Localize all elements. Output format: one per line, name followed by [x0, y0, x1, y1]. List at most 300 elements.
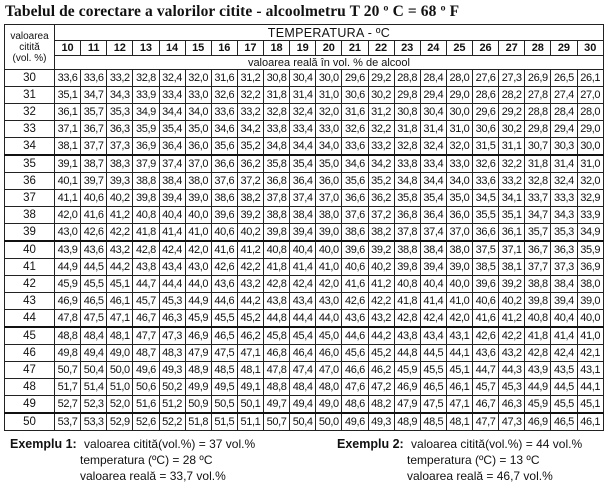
real-value-cell: 46,1	[107, 293, 133, 310]
real-value-cell: 47,9	[185, 345, 211, 362]
real-value-cell: 31,5	[473, 138, 499, 156]
real-value-cell: 47,8	[264, 362, 290, 379]
real-value-cell: 44,0	[185, 276, 211, 293]
real-value-cell: 46,9	[394, 379, 420, 396]
real-value-cell: 34,7	[525, 207, 551, 224]
real-value-cell: 30,2	[368, 87, 394, 104]
real-value-cell: 32,4	[159, 70, 185, 87]
real-value-cell: 32,0	[316, 104, 342, 121]
real-value-cell: 38,7	[81, 155, 107, 173]
read-value-cell: 42	[5, 276, 55, 293]
real-value-cell: 41,8	[394, 293, 420, 310]
real-value-cell: 41,0	[577, 327, 603, 345]
real-value-cell: 30,0	[316, 70, 342, 87]
real-value-cell: 41,4	[420, 293, 446, 310]
real-value-cell: 51,8	[185, 413, 211, 431]
real-value-cell: 28,0	[577, 104, 603, 121]
real-value-cell: 28,2	[499, 87, 525, 104]
temperature-column-header: 24	[420, 41, 446, 56]
real-value-cell: 37,1	[55, 121, 81, 138]
real-value-cell: 41,2	[368, 276, 394, 293]
real-value-cell: 32,4	[551, 173, 577, 190]
read-value-cell: 40	[5, 241, 55, 259]
real-value-cell: 26,1	[577, 70, 603, 87]
real-value-cell: 34,3	[107, 87, 133, 104]
real-value-cell: 35,7	[81, 104, 107, 121]
real-value-cell: 46,2	[237, 327, 263, 345]
real-value-cell: 30,8	[394, 104, 420, 121]
real-value-cell: 35,5	[473, 207, 499, 224]
real-value-cell: 29,0	[446, 87, 472, 104]
real-value-cell: 33,2	[107, 70, 133, 87]
real-value-cell: 36,0	[185, 138, 211, 156]
real-value-cell: 43,8	[133, 259, 159, 276]
real-value-cell: 46,9	[525, 413, 551, 431]
real-value-cell: 45,9	[185, 310, 211, 328]
real-value-cell: 45,8	[264, 327, 290, 345]
real-value-cell: 36,3	[107, 121, 133, 138]
real-value-cell: 33,0	[316, 121, 342, 138]
real-value-cell: 34,6	[211, 121, 237, 138]
real-value-cell: 36,4	[290, 173, 316, 190]
real-value-cell: 32,2	[237, 87, 263, 104]
real-value-cell: 46,9	[185, 327, 211, 345]
real-value-cell: 44,2	[107, 259, 133, 276]
real-value-cell: 46,1	[577, 413, 603, 431]
real-value-cell: 41,0	[446, 293, 472, 310]
real-value-cell: 40,6	[473, 293, 499, 310]
real-value-cell: 42,0	[55, 207, 81, 224]
real-value-cell: 47,5	[211, 345, 237, 362]
real-value-cell: 44,3	[499, 362, 525, 379]
real-value-cell: 38,0	[446, 241, 472, 259]
real-value-cell: 32,9	[577, 190, 603, 207]
real-value-cell: 36,2	[368, 190, 394, 207]
real-value-cell: 33,8	[264, 121, 290, 138]
temperature-column-header: 30	[577, 41, 603, 56]
real-value-cell: 39,1	[55, 155, 81, 173]
real-value-cell: 45,9	[55, 276, 81, 293]
real-value-cell: 45,1	[446, 362, 472, 379]
real-value-cell: 40,2	[107, 190, 133, 207]
real-value-cell: 43,4	[290, 293, 316, 310]
real-value-cell: 37,0	[185, 155, 211, 173]
real-value-cell: 41,0	[185, 224, 211, 242]
real-value-cell: 48,1	[107, 327, 133, 345]
real-value-cell: 31,4	[551, 155, 577, 173]
read-value-cell: 48	[5, 379, 55, 396]
real-value-cell: 31,6	[211, 70, 237, 87]
real-value-cell: 47,5	[420, 396, 446, 414]
real-value-cell: 31,2	[237, 70, 263, 87]
real-value-cell: 39,8	[394, 259, 420, 276]
real-value-cell: 41,8	[264, 259, 290, 276]
real-value-cell: 35,9	[133, 121, 159, 138]
real-value-cell: 42,6	[211, 259, 237, 276]
real-value-cell: 45,4	[290, 327, 316, 345]
table-row	[5, 190, 604, 207]
read-value-cell: 46	[5, 345, 55, 362]
real-value-cell: 52,7	[55, 396, 81, 414]
real-value-cell: 35,2	[237, 138, 263, 156]
real-value-cell: 41,6	[473, 310, 499, 328]
example-1-temperature: temperatura (ºC) = 28 ºC	[80, 453, 213, 467]
real-value-cell: 37,9	[133, 155, 159, 173]
real-value-cell: 26,5	[551, 70, 577, 87]
real-value-cell: 43,0	[316, 293, 342, 310]
real-value-cell: 30,7	[525, 138, 551, 156]
real-value-cell: 31,8	[394, 121, 420, 138]
real-value-cell: 43,6	[342, 310, 368, 328]
real-value-cell: 32,0	[185, 70, 211, 87]
real-value-cell: 48,4	[290, 379, 316, 396]
real-value-cell: 49,6	[133, 362, 159, 379]
real-value-cell: 48,1	[446, 413, 472, 431]
real-value-cell: 38,4	[290, 207, 316, 224]
table-row	[5, 310, 604, 328]
real-value-cell: 30,2	[499, 121, 525, 138]
real-value-cell: 47,3	[499, 413, 525, 431]
table-row	[5, 327, 604, 345]
real-value-cell: 45,0	[316, 327, 342, 345]
real-value-cell: 42,6	[473, 327, 499, 345]
real-value-cell: 49,1	[237, 379, 263, 396]
real-value-cell: 35,6	[342, 173, 368, 190]
table-row	[5, 413, 604, 431]
real-value-cell: 36,0	[316, 173, 342, 190]
real-value-cell: 32,6	[342, 121, 368, 138]
real-value-cell: 47,7	[133, 327, 159, 345]
real-value-cell: 49,7	[264, 396, 290, 414]
read-value-cell: 33	[5, 121, 55, 138]
real-value-cell: 35,4	[420, 190, 446, 207]
real-value-cell: 45,1	[577, 396, 603, 414]
real-value-cell: 45,3	[159, 293, 185, 310]
real-value-cell: 41,8	[133, 224, 159, 242]
real-value-cell: 31,0	[316, 87, 342, 104]
real-value-cell: 36,7	[525, 241, 551, 259]
real-value-cell: 33,2	[237, 104, 263, 121]
real-value-cell: 35,0	[316, 155, 342, 173]
real-value-cell: 43,2	[107, 241, 133, 259]
real-value-cell: 44,9	[55, 259, 81, 276]
real-value-cell: 34,6	[342, 155, 368, 173]
real-value-cell: 34,1	[499, 190, 525, 207]
real-value-cell: 34,0	[316, 138, 342, 156]
real-value-cell: 35,4	[159, 121, 185, 138]
real-value-cell: 37,0	[316, 190, 342, 207]
real-value-cell: 38,3	[107, 155, 133, 173]
real-value-cell: 37,4	[159, 155, 185, 173]
real-value-cell: 27,8	[525, 87, 551, 104]
real-value-cell: 29,8	[394, 87, 420, 104]
real-value-cell: 47,1	[446, 396, 472, 414]
real-value-cell: 48,1	[237, 362, 263, 379]
real-value-cell: 33,2	[368, 138, 394, 156]
real-value-cell: 51,4	[81, 379, 107, 396]
real-value-cell: 34,0	[446, 173, 472, 190]
real-value-cell: 36,4	[420, 207, 446, 224]
real-value-cell: 45,5	[420, 362, 446, 379]
temperature-column-header: 21	[342, 41, 368, 56]
temperature-column-header: 29	[551, 41, 577, 56]
real-value-cell: 40,2	[499, 293, 525, 310]
real-value-cell: 41,6	[342, 276, 368, 293]
real-value-cell: 48,9	[185, 362, 211, 379]
real-value-cell: 36,1	[55, 104, 81, 121]
real-value-cell: 38,0	[316, 207, 342, 224]
table-row	[5, 155, 604, 173]
real-value-cell: 43,0	[185, 259, 211, 276]
real-value-cell: 33,3	[551, 190, 577, 207]
real-value-cell: 35,3	[551, 224, 577, 242]
real-value-cell: 41,2	[237, 241, 263, 259]
real-value-cell: 37,5	[473, 241, 499, 259]
real-value-cell: 45,2	[237, 310, 263, 328]
real-value-cell: 45,6	[342, 345, 368, 362]
real-value-cell: 26,9	[525, 70, 551, 87]
real-value-cell: 46,7	[133, 310, 159, 328]
real-value-cell: 39,4	[551, 293, 577, 310]
real-value-cell: 32,8	[394, 138, 420, 156]
real-value-cell: 49,8	[55, 345, 81, 362]
real-value-cell: 32,8	[525, 173, 551, 190]
real-value-cell: 50,0	[316, 413, 342, 431]
table-row	[5, 379, 604, 396]
real-value-cell: 43,4	[420, 327, 446, 345]
real-value-cell: 37,3	[551, 259, 577, 276]
real-value-cell: 36,9	[577, 259, 603, 276]
temperature-column-header: 16	[211, 41, 237, 56]
real-value-cell: 51,2	[159, 396, 185, 414]
real-value-cell: 30,6	[342, 87, 368, 104]
real-value-cell: 43,2	[368, 310, 394, 328]
real-value-cell: 33,6	[473, 173, 499, 190]
real-value-cell: 48,5	[420, 413, 446, 431]
real-value-cell: 35,2	[368, 173, 394, 190]
real-value-cell: 45,3	[499, 379, 525, 396]
real-value-cell: 32,8	[264, 104, 290, 121]
read-value-cell: 43	[5, 293, 55, 310]
real-value-cell: 50,4	[290, 413, 316, 431]
real-value-cell: 37,7	[525, 259, 551, 276]
real-value-cell: 29,6	[473, 104, 499, 121]
real-value-cell: 51,6	[133, 396, 159, 414]
real-value-cell: 33,4	[420, 155, 446, 173]
real-value-cell: 36,3	[551, 241, 577, 259]
example-1	[10, 436, 255, 484]
real-value-cell: 42,8	[525, 345, 551, 362]
real-value-cell: 39,6	[211, 207, 237, 224]
real-value-cell: 31,8	[525, 155, 551, 173]
real-value-cell: 32,0	[446, 138, 472, 156]
real-value-cell: 42,0	[185, 241, 211, 259]
real-value-cell: 34,3	[551, 207, 577, 224]
real-value-cell: 34,4	[290, 138, 316, 156]
real-value-cell: 27,3	[499, 70, 525, 87]
real-value-cell: 46,1	[446, 379, 472, 396]
temperature-column-header: 19	[290, 41, 316, 56]
real-value-cell: 49,0	[107, 345, 133, 362]
temperature-column-header: 15	[185, 41, 211, 56]
real-value-cell: 46,6	[342, 362, 368, 379]
real-value-cell: 31,8	[264, 87, 290, 104]
real-value-cell: 43,6	[473, 345, 499, 362]
real-value-cell: 36,0	[446, 207, 472, 224]
real-value-cell: 47,3	[159, 327, 185, 345]
real-value-cell: 46,3	[159, 310, 185, 328]
real-value-cell: 28,6	[473, 87, 499, 104]
real-value-cell: 47,9	[394, 396, 420, 414]
real-value-cell: 30,6	[473, 121, 499, 138]
real-value-cell: 43,8	[264, 293, 290, 310]
real-value-cell: 39,0	[185, 190, 211, 207]
real-value-cell: 40,1	[55, 173, 81, 190]
table-row	[5, 293, 604, 310]
real-value-cell: 40,8	[394, 276, 420, 293]
temperature-column-header: 28	[525, 41, 551, 56]
example-1-real-value: valoarea reală = 33,7 vol.%	[80, 469, 226, 483]
real-value-cell: 46,3	[499, 396, 525, 414]
real-value-cell: 39,2	[237, 207, 263, 224]
real-value-cell: 44,2	[368, 327, 394, 345]
real-value-cell: 37,7	[81, 138, 107, 156]
real-value-cell: 38,0	[185, 173, 211, 190]
real-value-cell: 36,1	[499, 224, 525, 242]
real-value-cell: 47,1	[237, 345, 263, 362]
real-value-cell: 47,1	[107, 310, 133, 328]
real-value-cell: 43,2	[237, 276, 263, 293]
real-value-cell: 51,1	[237, 413, 263, 431]
real-value-cell: 33,7	[525, 190, 551, 207]
real-value-cell: 44,4	[159, 276, 185, 293]
real-value-cell: 47,4	[290, 362, 316, 379]
real-value-cell: 41,6	[81, 207, 107, 224]
real-value-cell: 42,0	[316, 276, 342, 293]
real-value-cell: 46,7	[473, 396, 499, 414]
real-value-cell: 48,6	[342, 396, 368, 414]
real-value-cell: 48,8	[264, 379, 290, 396]
real-value-cell: 40,0	[316, 241, 342, 259]
real-value-cell: 45,5	[551, 396, 577, 414]
real-value-cell: 39,4	[420, 259, 446, 276]
table-row	[5, 87, 604, 104]
real-value-cell: 40,4	[290, 241, 316, 259]
real-value-cell: 46,5	[211, 327, 237, 345]
temperature-column-header: 11	[81, 41, 107, 56]
real-value-cell: 38,4	[551, 276, 577, 293]
real-value-cell: 43,9	[55, 241, 81, 259]
real-value-cell: 28,4	[420, 70, 446, 87]
real-value-cell: 28,8	[525, 104, 551, 121]
real-value-cell: 38,8	[133, 173, 159, 190]
real-value-cell: 43,4	[159, 259, 185, 276]
table-row	[5, 259, 604, 276]
real-value-cell: 44,4	[290, 310, 316, 328]
real-value-cell: 44,0	[316, 310, 342, 328]
real-value-cell: 50,5	[211, 396, 237, 414]
real-value-cell: 43,6	[81, 241, 107, 259]
temperature-column-header: 20	[316, 41, 342, 56]
real-value-cell: 40,6	[81, 190, 107, 207]
real-value-cell: 48,4	[81, 327, 107, 345]
real-value-cell: 48,7	[133, 345, 159, 362]
real-value-cell: 34,8	[394, 173, 420, 190]
example-2-label: Exemplu 2:	[337, 437, 404, 451]
real-value-cell: 40,0	[446, 276, 472, 293]
real-value-cell: 45,5	[81, 276, 107, 293]
real-value-cell: 28,0	[446, 70, 472, 87]
real-value-cell: 44,8	[264, 310, 290, 328]
real-value-cell: 40,8	[525, 310, 551, 328]
real-value-cell: 35,7	[525, 224, 551, 242]
real-value-cell: 43,0	[55, 224, 81, 242]
real-value-cell: 38,2	[368, 224, 394, 242]
real-value-cell: 36,6	[473, 224, 499, 242]
real-value-cell: 48,0	[316, 379, 342, 396]
real-value-cell: 39,4	[290, 224, 316, 242]
read-value-cell: 31	[5, 87, 55, 104]
real-value-cell: 36,8	[264, 173, 290, 190]
real-value-cell: 41,4	[290, 259, 316, 276]
table-row	[5, 241, 604, 259]
real-value-cell: 27,4	[551, 87, 577, 104]
real-value-cell: 40,2	[368, 259, 394, 276]
real-value-cell: 38,8	[394, 241, 420, 259]
example-2-read-value: valoarea citită(vol.%) = 44 vol.%	[411, 437, 583, 451]
real-value-cell: 36,4	[159, 138, 185, 156]
real-value-cell: 39,4	[159, 190, 185, 207]
table-row	[5, 345, 604, 362]
real-value-cell: 53,7	[55, 413, 81, 431]
read-value-cell: 30	[5, 70, 55, 87]
real-value-cell: 35,1	[499, 207, 525, 224]
real-value-cell: 37,0	[446, 224, 472, 242]
temperature-column-header: 13	[133, 41, 159, 56]
real-value-cell: 48,9	[394, 413, 420, 431]
real-value-cell: 42,6	[342, 293, 368, 310]
real-value-cell: 31,4	[420, 121, 446, 138]
real-value-cell: 46,5	[551, 413, 577, 431]
real-value-cell: 30,4	[290, 70, 316, 87]
real-value-cell: 48,3	[159, 345, 185, 362]
real-value-cell: 39,3	[107, 173, 133, 190]
real-value-cell: 35,0	[446, 190, 472, 207]
table-row	[5, 173, 604, 190]
real-value-cell: 38,1	[499, 259, 525, 276]
table-body	[5, 70, 604, 431]
real-value-cell: 41,4	[551, 327, 577, 345]
real-value-cell: 50,9	[185, 396, 211, 414]
real-value-cell: 45,9	[525, 396, 551, 414]
real-value-cell: 44,7	[133, 276, 159, 293]
read-value-cell: 39	[5, 224, 55, 242]
correction-table	[4, 24, 604, 431]
real-value-cell: 32,2	[368, 121, 394, 138]
real-value-cell: 50,1	[237, 396, 263, 414]
real-value-cell: 40,4	[551, 310, 577, 328]
real-value-cell: 49,9	[185, 379, 211, 396]
real-value-cell: 52,9	[107, 413, 133, 431]
real-value-cell: 51,0	[107, 379, 133, 396]
real-value-cell: 45,1	[107, 276, 133, 293]
real-value-cell: 45,7	[133, 293, 159, 310]
real-value-cell: 32,6	[473, 155, 499, 173]
real-value-cell: 51,5	[211, 413, 237, 431]
real-value-cell: 41,6	[211, 241, 237, 259]
real-value-cell: 44,1	[446, 345, 472, 362]
real-value-cell: 46,4	[290, 345, 316, 362]
